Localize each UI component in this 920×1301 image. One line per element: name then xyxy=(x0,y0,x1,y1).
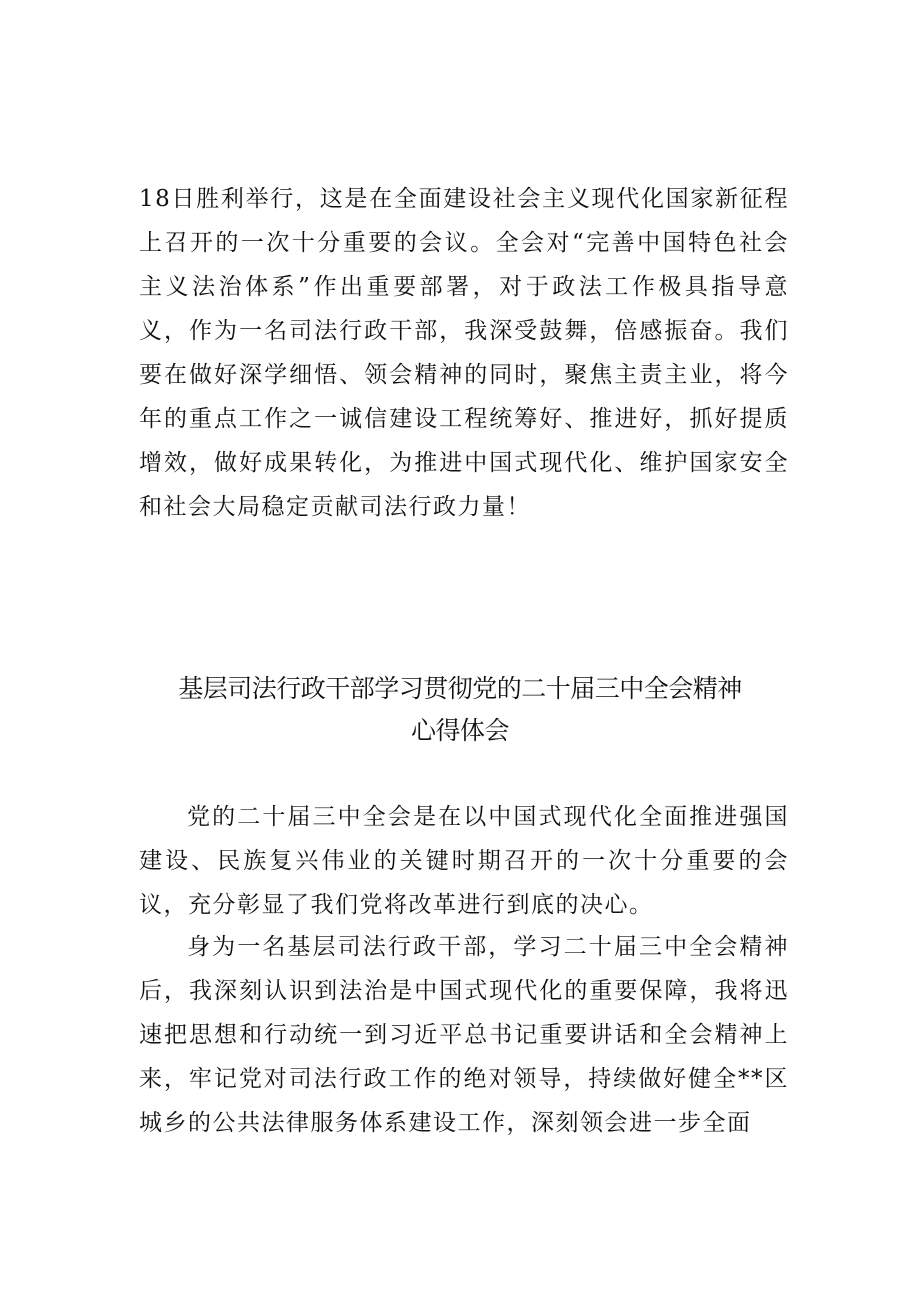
body-paragraph-2: 身为一名基层司法行政干部，学习二十届三中全会精神后，我深刻认识到法治是中国式现代化的重要保障，我将迅速把思想和行动统一到习近平总书记重要讲话和全会精神上来，牢记党对司法行政工作的绝对领导，持续做好健全**区城乡的公共法律服务体系建设工作，深刻领会进一步全面 xyxy=(139,934,789,1136)
article-title-line2: 心得体会 xyxy=(410,716,509,745)
body-paragraph-1: 党的二十届三中全会是在以中国式现代化全面推进强国建设、民族复兴伟业的关键时期召开的一次十分重要的会议，充分彰显了我们党将改革进行到底的决心。 xyxy=(139,804,789,918)
continued-paragraph: 18日胜利举行，这是在全面建设社会主义现代化国家新征程上召开的一次十分重要的会议。全会对“完善中国特色社会主义法治体系”作出重要部署，对于政法工作极具指导意义，作为一名司法行政干部，我深受鼓舞，倍感振奋。我们要在做好深学细悟、领会精神的同时，聚焦主责主业，将今年的重点工作之一诚信建设工程统筹好、推进好，抓好提质增效，做好成果转化，为推进中国式现代化、维护国家安全和社会大局稳定贡献司法行政力量！ xyxy=(139,186,789,520)
article-title-line1: 基层司法行政干部学习贯彻党的二十届三中全会精神 xyxy=(178,674,742,703)
